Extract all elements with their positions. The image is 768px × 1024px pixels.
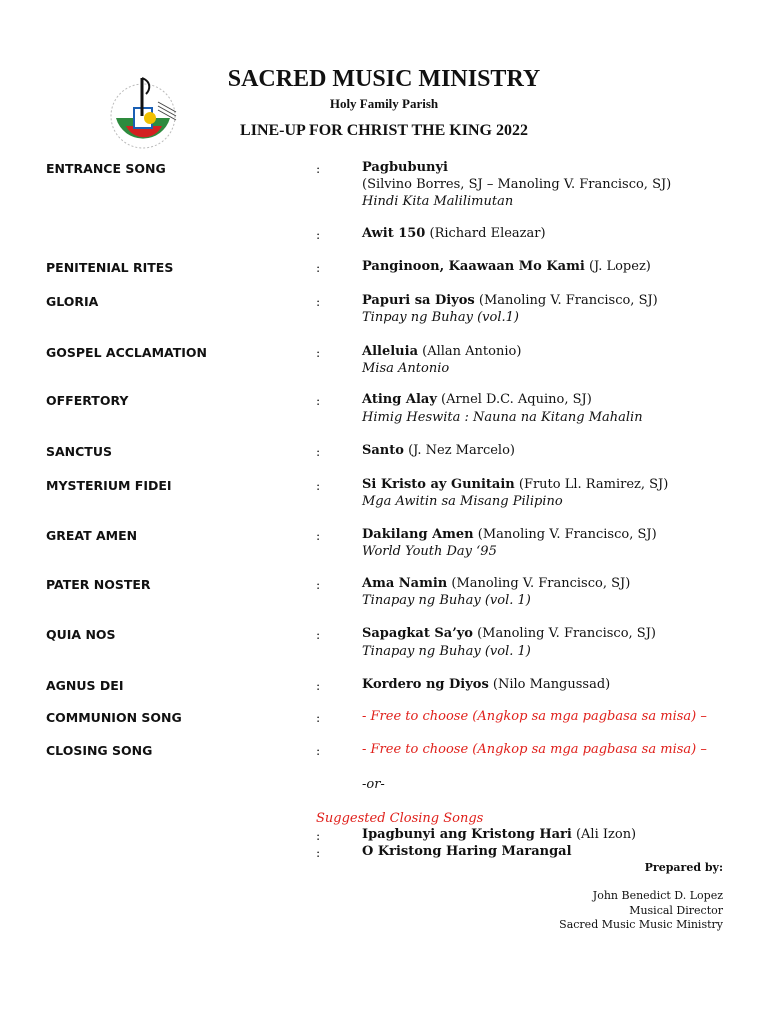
prepared-by-label: Prepared by: — [644, 861, 723, 874]
colon: : — [316, 294, 321, 309]
song-line — [362, 259, 651, 274]
colon: : — [316, 528, 321, 543]
song-source: Tinapay ng Buhay (vol. 1) — [362, 593, 531, 608]
song-source: World Youth Day ‘95 — [362, 544, 497, 559]
page-title: SACRED MUSIC MINISTRY — [227, 66, 541, 92]
song-source: Tinapay ng Buhay (vol. 1) — [362, 644, 531, 659]
song-title: Santo — [362, 443, 404, 458]
song-title: Awit 150 — [362, 226, 426, 241]
song-title: Pagbubunyi — [362, 160, 448, 175]
song-composer: (Ali Izon) — [575, 827, 637, 842]
song-line — [362, 576, 630, 591]
preparer-name: John Benedict D. Lopez — [592, 889, 723, 902]
song-title: Panginoon, Kaawaan Mo Kami — [362, 259, 585, 274]
song-title: Si Kristo ay Gunitain — [362, 477, 515, 492]
song-title: Ating Alay — [362, 392, 437, 407]
song-composer: (Manoling V. Francisco, SJ) — [478, 293, 658, 308]
colon: : — [316, 227, 321, 242]
song-line — [362, 392, 592, 407]
song-composer: (Fruto Ll. Ramirez, SJ) — [518, 477, 669, 492]
song-line — [362, 626, 656, 641]
preparer-role: Musical Director — [629, 904, 723, 917]
label-quia-nos: QUIA NOS — [46, 627, 116, 642]
song-composer: (Nilo Mangussad) — [492, 677, 611, 692]
label-gloria: GLORIA — [46, 294, 99, 309]
song-title: Papuri sa Diyos — [362, 293, 475, 308]
song-composer: (Arnel D.C. Aquino, SJ) — [441, 392, 592, 407]
colon: : — [316, 393, 321, 408]
colon: : — [316, 161, 321, 176]
label-closing-song: CLOSING SONG — [46, 743, 153, 758]
label-sanctus: SANCTUS — [46, 444, 112, 459]
song-title: O Kristong Haring Marangal — [362, 844, 572, 859]
colon: : — [316, 478, 321, 493]
song-line — [362, 293, 658, 308]
label-entrance-song: ENTRANCE SONG — [46, 161, 166, 176]
colon: : — [316, 444, 321, 459]
or-separator: -or- — [362, 777, 385, 792]
colon: : — [316, 743, 321, 758]
colon: : — [316, 678, 321, 693]
song-line — [362, 477, 668, 492]
song-title: Ipagbunyi ang Kristong Hari — [362, 827, 572, 842]
song-composer: (Allan Antonio) — [422, 344, 522, 359]
preparer-org: Sacred Music Music Ministry — [559, 918, 723, 931]
song-title: Ama Namin — [362, 576, 448, 591]
suggested-heading: Suggested Closing Songs — [316, 811, 484, 826]
song-title: Alleluia — [362, 344, 418, 359]
label-great-amen: GREAT AMEN — [46, 528, 138, 543]
label-communion-song: COMMUNION SONG — [46, 710, 182, 725]
label-pater-noster: PATER NOSTER — [46, 577, 151, 592]
song-composer: (Manoling V. Francisco, SJ) — [477, 626, 656, 641]
song-line — [362, 226, 546, 241]
song-composer: (Manoling V. Francisco, SJ) — [477, 527, 657, 542]
lineup-title: LINE-UP FOR CHRIST THE KING 2022 — [240, 122, 528, 139]
song-composer: (Manoling V. Francisco, SJ) — [451, 576, 631, 591]
parish-name: Holy Family Parish — [329, 96, 439, 111]
song-source: Tinpay ng Buhay (vol.1) — [362, 310, 519, 325]
label-penitential-rites: PENITENIAL RITES — [46, 260, 174, 275]
song-line — [362, 827, 636, 842]
colon: : — [316, 845, 321, 860]
song-title: Kordero ng Diyos — [362, 677, 489, 692]
song-line — [362, 443, 515, 458]
song-line — [362, 527, 657, 542]
free-choice-note: - Free to choose (Angkop sa mga pagbasa sa misa) – — [362, 742, 707, 757]
colon: : — [316, 627, 321, 642]
song-title: Sapagkat Sa’yo — [362, 626, 473, 641]
colon: : — [316, 345, 321, 360]
colon: : — [316, 260, 321, 275]
free-choice-note: - Free to choose (Angkop sa mga pagbasa sa misa) – — [362, 709, 707, 724]
song-composer: (Silvino Borres, SJ – Manoling V. Francisco, SJ) — [362, 177, 672, 192]
song-title: Dakilang Amen — [362, 527, 474, 542]
song-source: Misa Antonio — [362, 361, 450, 376]
song-composer: (J. Lopez) — [588, 259, 651, 274]
label-mysterium-fidei: MYSTERIUM FIDEI — [46, 478, 172, 493]
song-source: Himig Heswita : Nauna na Kitang Mahalin — [362, 410, 643, 425]
label-offertory: OFFERTORY — [46, 393, 129, 408]
colon: : — [316, 577, 321, 592]
song-composer: (J. Nez Marcelo) — [408, 443, 515, 458]
colon: : — [316, 710, 321, 725]
song-source: Hindi Kita Malilimutan — [362, 194, 514, 209]
label-agnus-dei: AGNUS DEI — [46, 678, 124, 693]
song-composer: (Richard Eleazar) — [429, 226, 546, 241]
song-line — [362, 677, 610, 692]
label-gospel-acclamation: GOSPEL ACCLAMATION — [46, 345, 207, 360]
song-source: Mga Awitin sa Misang Pilipino — [362, 494, 563, 509]
song-line — [362, 344, 521, 359]
colon: : — [316, 828, 321, 843]
